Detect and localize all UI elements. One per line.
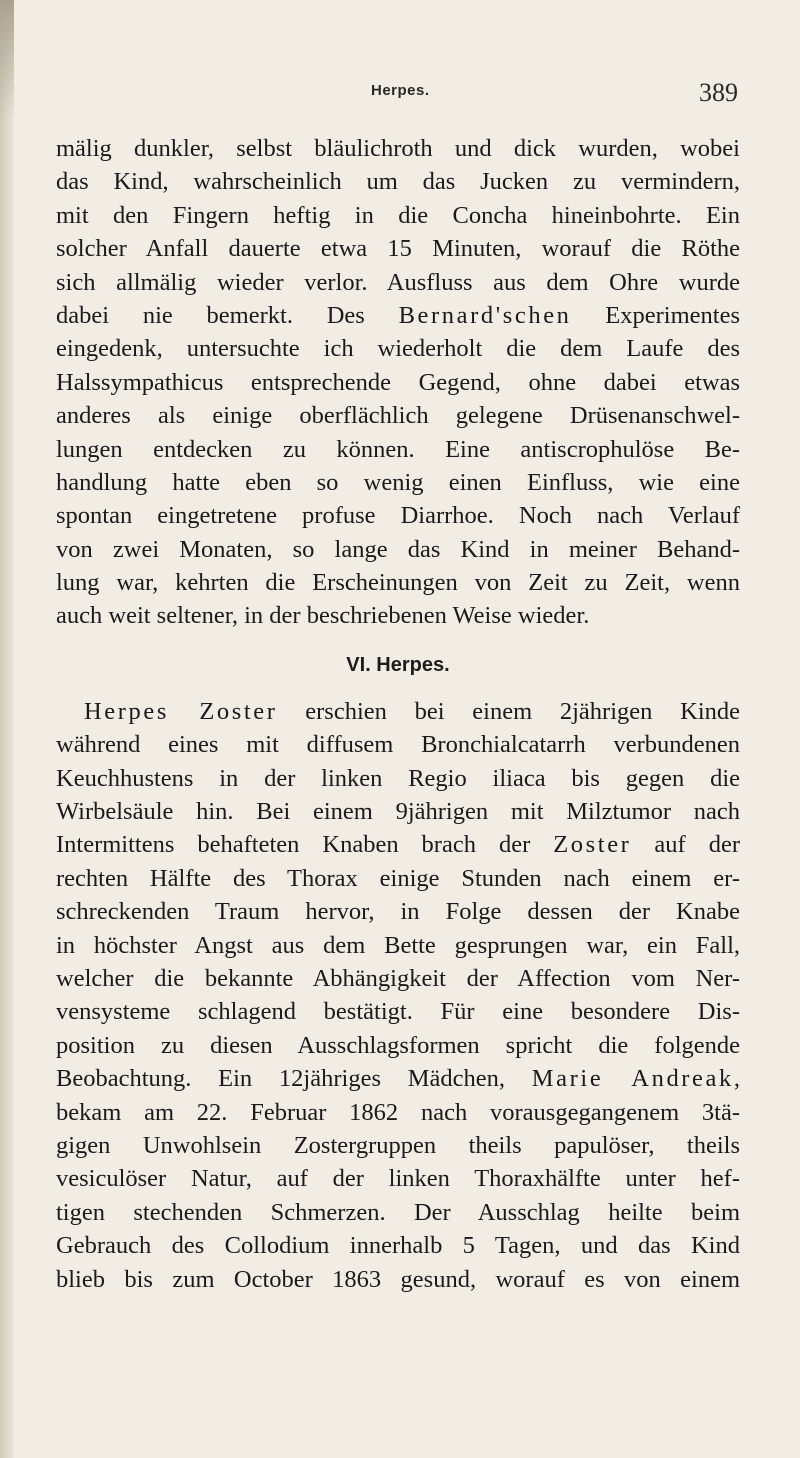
paragraph-2 [56,695,740,1296]
text-line: position zu diesen Ausschlagsformen spricht die folgende [56,1031,740,1059]
text-line [56,828,740,861]
text-line: gigen Unwohlsein Zostergruppen theils papulöser, theils [56,1131,740,1159]
text-line: vensysteme schlagend bestätigt. Für eine besondere Dis- [56,998,740,1026]
text-line [56,299,740,332]
section-heading: VI. Herpes. [346,653,450,676]
text-line: in höchster Angst aus dem Bette gesprungen war, ein Fall, [56,931,740,959]
page-number: 389 [699,78,738,107]
text-run: erschien bei einem 2jährigen Kinde [277,697,740,725]
text-line: sich allmälig wieder verlor. Ausfluss aus dem Ohre wurde [56,268,740,296]
page-binding-shadow [0,0,14,120]
text-run: auf der [631,831,740,859]
text-line: vesiculöser Natur, auf der linken Thoraxhälfte unter hef- [56,1165,740,1193]
page-header [56,78,738,114]
term-herpes-zoster: Herpes Zoster [84,697,278,725]
text-line: welcher die bekannte Abhängigkeit der Affection vom Ner- [56,964,740,992]
text-line: handlung hatte eben so wenig einen Einfluss, wie eine [56,468,740,496]
person-name: Marie Andreak [531,1065,734,1093]
paragraph-1 [56,132,740,633]
text-line: lung war, kehrten die Erscheinungen von Zeit zu Zeit, wenn [56,569,740,597]
text-run: Beobachtung. Ein 12jähriges Mädchen, [56,1065,532,1093]
text-line: während eines mit diffusem Bronchialcatarrh verbundenen [56,731,740,759]
text-line: Halssympathicus entsprechende Gegend, ohne dabei etwas [56,368,740,396]
text-line: anderes als einige oberflächlich gelegene Drüsenanschwel- [56,402,740,430]
page-binding-edge [0,0,14,1458]
text-line: blieb bis zum October 1863 gesund, worauf es von einem [56,1265,740,1293]
body-text [56,132,740,1296]
text-line: lungen entdecken zu können. Eine antiscrophulöse Be- [56,435,740,463]
text-line: spontan eingetretene profuse Diarrhoe. Noch nach Verlauf [56,502,740,530]
text-line: Gebrauch des Collodium innerhalb 5 Tagen, und das Kind [56,1232,740,1260]
text-line: mälig dunkler, selbst bläulichroth und dick wurden, wobei [56,135,740,162]
text-run: Experimentes [571,301,740,329]
text-line: schreckenden Traum hervor, in Folge dessen der Knabe [56,898,740,926]
text-line: mit den Fingern heftig in die Concha hineinbohrte. Ein [56,201,740,229]
term-zoster: Zoster [553,831,632,859]
text-line [56,695,740,728]
text-line: bekam am 22. Februar 1862 nach vorausgegangenem 3tä- [56,1098,740,1126]
text-run: , [733,1065,740,1093]
text-line [56,1062,740,1095]
running-head: Herpes. [371,82,430,99]
text-run: dabei nie bemerkt. Des [56,301,399,329]
person-name: Bernard'schen [398,301,572,329]
text-line: das Kind, wahrscheinlich um das Jucken zu vermindern, [56,168,740,196]
text-line: Keuchhustens in der linken Regio iliaca bis gegen die [56,764,740,792]
text-line: rechten Hälfte des Thorax einige Stunden nach einem er- [56,864,740,892]
text-line: auch weit seltener, in der beschriebenen Weise wieder. [56,602,590,630]
text-line: von zwei Monaten, so lange das Kind in meiner Behand- [56,535,740,563]
text-run: Intermittens behafteten Knaben brach der [56,831,554,859]
text-line: eingedenk, untersuchte ich wiederholt die dem Laufe des [56,335,740,363]
text-line: tigen stechenden Schmerzen. Der Ausschlag heilte beim [56,1198,740,1226]
text-line: Wirbelsäule hin. Bei einem 9jährigen mit Milztumor nach [56,798,740,826]
text-line: solcher Anfall dauerte etwa 15 Minuten, worauf die Röthe [56,235,740,263]
